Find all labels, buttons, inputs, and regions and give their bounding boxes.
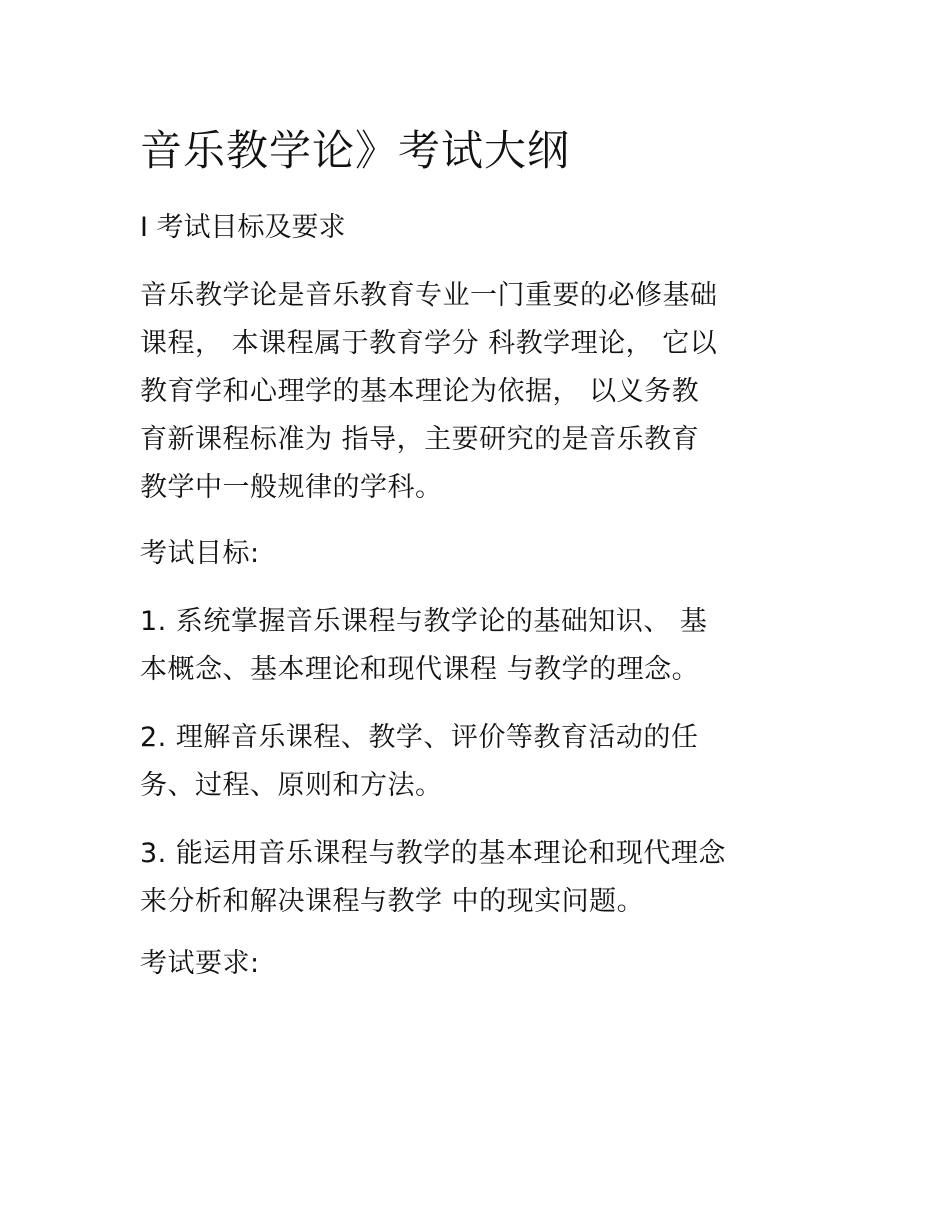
intro-line: 课程， 本课程属于教育学分 科教学理论， 它以 (140, 328, 718, 359)
goal-item-1 (140, 598, 820, 694)
requirements-label-text: 考试要求: (140, 948, 260, 979)
goal-line: 来分析和解决课程与教学 中的现实问题。 (140, 886, 645, 917)
intro-line: 育新课程标准为 指导，主要研究的是音乐教育 (140, 424, 700, 455)
requirements-label (140, 940, 820, 988)
intro-line: 音乐教学论是音乐教育专业一门重要的必修基础 (140, 280, 718, 311)
goals-label-text: 考试目标: (140, 538, 260, 569)
goal-line: 1. 系统掌握音乐课程与教学论的基础知识、 基 (140, 606, 708, 637)
goal-item-3 (140, 830, 820, 926)
goal-line: 务、过程、原则和方法。 (140, 770, 443, 801)
goal-item-2 (140, 714, 820, 810)
intro-line: 教学中一般规律的学科。 (140, 472, 443, 503)
goal-line: 本概念、基本理论和现代课程 与教学的理念。 (140, 654, 700, 685)
goal-line: 3. 能运用音乐课程与教学的基本理论和现代理念 (140, 838, 726, 869)
goal-line: 2. 理解音乐课程、教学、评价等教育活动的任 (140, 722, 699, 753)
section-heading: I 考试目标及要求 (140, 212, 346, 243)
goals-label (140, 530, 820, 578)
intro-paragraph (140, 272, 820, 512)
intro-line: 教育学和心理学的基本理论为依据， 以义务教 (140, 376, 700, 407)
document-title: 音乐教学论》考试大纲 (140, 126, 571, 175)
